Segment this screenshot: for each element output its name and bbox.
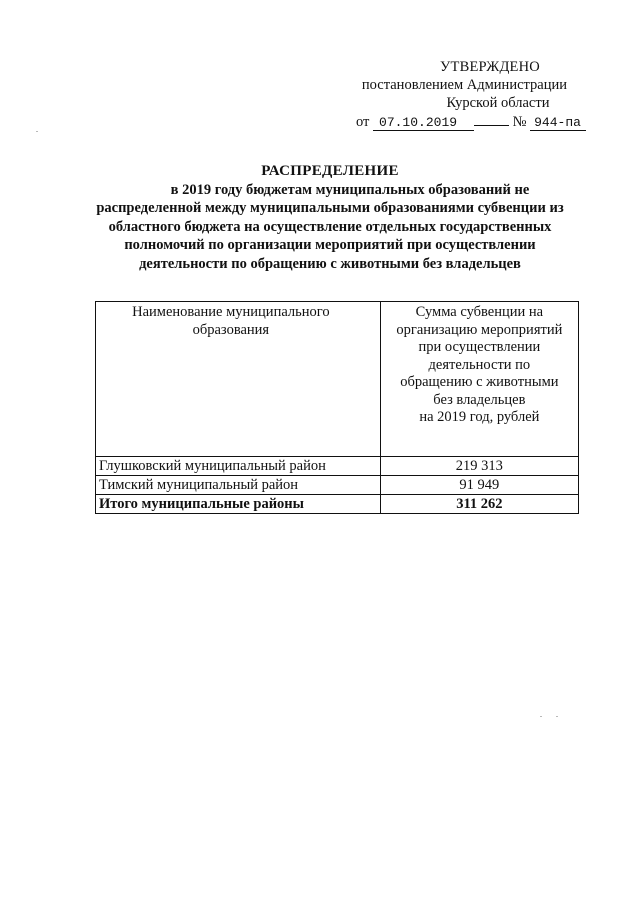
approval-date-line <box>340 113 600 131</box>
total-amount-cell: 311 262 <box>380 495 578 514</box>
scan-speck <box>36 131 38 132</box>
document-heading <box>70 162 590 273</box>
header-amount-line: без владельцев <box>433 391 526 408</box>
heading-body <box>70 181 590 274</box>
header-cell-amount <box>380 302 578 457</box>
row-amount-cell: 219 313 <box>380 457 578 476</box>
row-amount-cell: 91 949 <box>380 476 578 495</box>
distribution-table <box>95 301 579 514</box>
approval-date-value: 07.10.2019 <box>373 116 474 131</box>
heading-line: деятельности по обращению с животными без владельцев <box>139 255 521 272</box>
table-row <box>96 476 579 495</box>
row-name-cell: Тимский муниципальный район <box>96 476 381 495</box>
approval-number-value: 944-па <box>530 116 586 131</box>
header-amount-line: Сумма субвенции на <box>415 304 544 320</box>
scan-speck <box>556 716 558 717</box>
header-cell-name <box>96 302 381 457</box>
heading-line: распределенной между муниципальными образованиями субвенции из <box>96 200 564 216</box>
scan-speck <box>540 716 542 717</box>
approval-line-2: Курской области <box>446 95 550 111</box>
approval-title: УТВЕРЖДЕНО <box>440 59 540 75</box>
table-header-row <box>96 302 579 457</box>
header-name-line: Наименование муниципального <box>132 304 330 320</box>
header-amount-line: при осуществлении <box>418 339 541 355</box>
total-name-cell: Итого муниципальные районы <box>96 495 381 514</box>
header-amount-line: деятельности по <box>428 356 531 373</box>
heading-line: в 2019 году бюджетам муниципальных образований не <box>170 181 530 198</box>
date-underline-gap <box>474 125 509 126</box>
heading-title: РАСПРЕДЕЛЕНИЕ <box>261 163 399 179</box>
number-prefix: № <box>512 114 527 130</box>
heading-line: областного бюджета на осуществление отдельных государственных <box>108 218 552 235</box>
date-prefix: от <box>356 114 370 130</box>
table-total-row <box>96 495 579 514</box>
heading-line: полномочий по организации мероприятий при осуществлении <box>124 237 536 253</box>
row-name-cell: Глушковский муниципальный район <box>96 457 381 476</box>
approval-block <box>340 58 600 131</box>
header-amount-line: организацию мероприятий <box>396 321 563 338</box>
table-row <box>96 457 579 476</box>
header-name-line: образования <box>192 321 270 338</box>
header-amount-line: на 2019 год, рублей <box>419 409 540 425</box>
approval-line-1: постановлением Администрации <box>361 77 567 93</box>
header-amount-line: обращению с животными <box>400 374 559 390</box>
